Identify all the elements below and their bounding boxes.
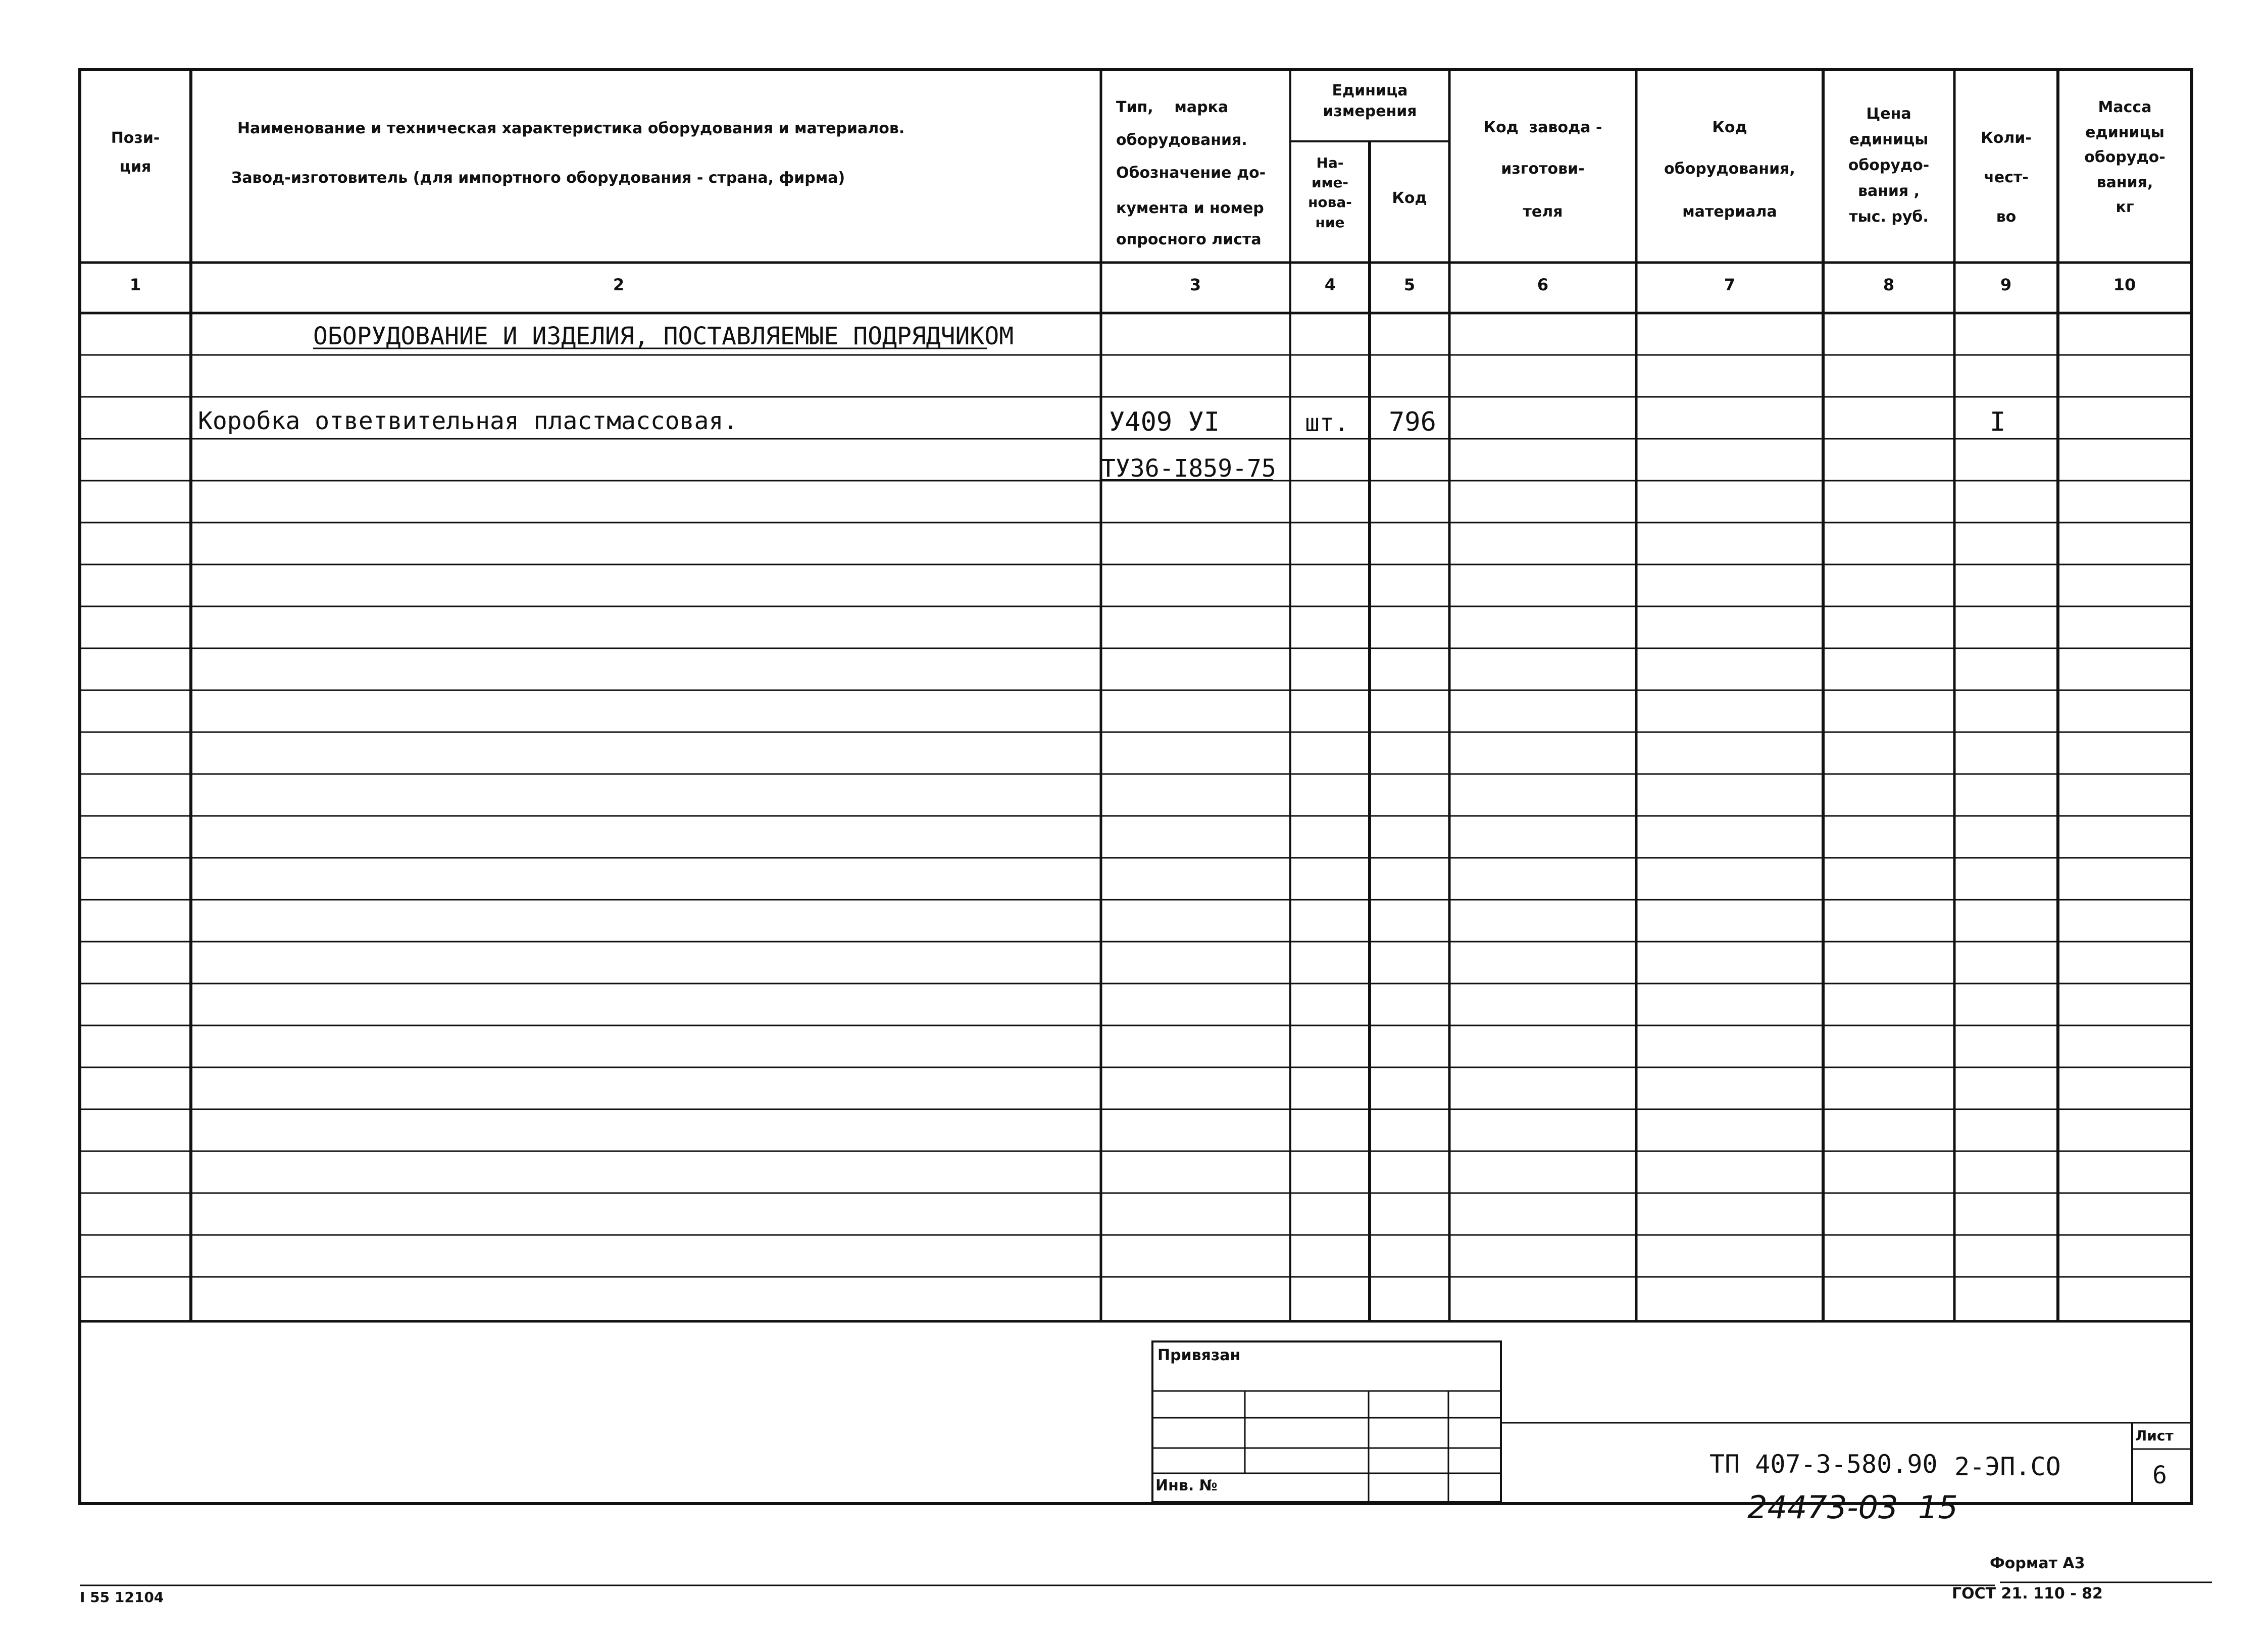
item-type: У409 УI: [1109, 407, 1220, 437]
header-mass: Масса единицы оборудо- вания, кг: [2084, 98, 2166, 216]
footer-left-code: I 55 12104: [80, 1589, 164, 1606]
header-unit-name: На- име- нова- ние: [1308, 154, 1352, 231]
header-type-line3: Обозначение до-: [1116, 164, 1266, 182]
stamp-bound-label: Привязан: [1157, 1347, 1241, 1364]
item-unit-code: 796: [1389, 407, 1436, 437]
header-qty: Коли- чест- во: [1981, 129, 2032, 226]
stamp-inv-label: Инв. №: [1155, 1477, 1218, 1494]
column-number-10: 10: [2113, 275, 2136, 294]
handwritten-archive-number: 24473-03 15: [1747, 1489, 1958, 1526]
header-type-line2: оборудования.: [1116, 131, 1247, 149]
header-type-line5: опросного листа: [1116, 231, 1262, 248]
column-number-7: 7: [1724, 275, 1736, 294]
header-factory-code-line3: теля: [1523, 203, 1563, 221]
header-name-line1: Наименование и техническая характеристика оборудования и материалов.: [237, 120, 905, 137]
header-type-line4: кумента и номер: [1116, 199, 1264, 217]
header-equip-code-line3: материала: [1682, 203, 1777, 221]
item-name: Коробка ответвительная пластмассовая.: [198, 407, 738, 435]
column-number-5: 5: [1403, 275, 1416, 294]
footer-format: Формат А3: [1990, 1555, 2085, 1572]
item-quantity: I: [1990, 407, 2006, 437]
column-number-3: 3: [1189, 275, 1201, 294]
document-code: ТП 407-3-580.90: [1709, 1450, 1938, 1479]
column-number-2: 2: [613, 275, 625, 294]
column-number-9: 9: [2000, 275, 2012, 294]
header-factory-code-line1: Код завода -: [1483, 119, 1602, 136]
section-title: ОБОРУДОВАНИЕ И ИЗДЕЛИЯ, ПОСТАВЛЯЕМЫЕ ПОДРЯДЧИКОМ: [313, 322, 1014, 350]
column-number-6: 6: [1537, 275, 1549, 294]
column-number-1: 1: [129, 275, 141, 294]
item-unit: шт.: [1305, 409, 1349, 437]
header-factory-code-line2: изготови-: [1501, 160, 1585, 178]
sheet-number: 6: [2152, 1461, 2167, 1489]
header-unit-code: Код: [1392, 189, 1427, 207]
header-position: Пози- ция: [111, 129, 160, 176]
header-type-line1: Тип, марка: [1116, 98, 1229, 116]
header-unit: Единица измерения: [1323, 82, 1417, 120]
item-document: ТУ36-I859-75: [1101, 454, 1276, 483]
header-price: Цена единицы оборудо- вания , тыс. руб.: [1848, 105, 1930, 226]
column-number-8: 8: [1883, 275, 1895, 294]
header-equip-code-line1: Код: [1712, 119, 1747, 136]
sheet-label: Лист: [2135, 1427, 2174, 1444]
footer-gost: ГОСТ 21. 110 - 82: [1952, 1585, 2103, 1603]
column-number-4: 4: [1324, 275, 1336, 294]
document-mark: 2-ЭП.СО: [1954, 1452, 2061, 1481]
header-name-line2: Завод-изготовитель (для импортного оборудования - страна, фирма): [231, 169, 845, 187]
header-equip-code-line2: оборудования,: [1664, 160, 1795, 178]
